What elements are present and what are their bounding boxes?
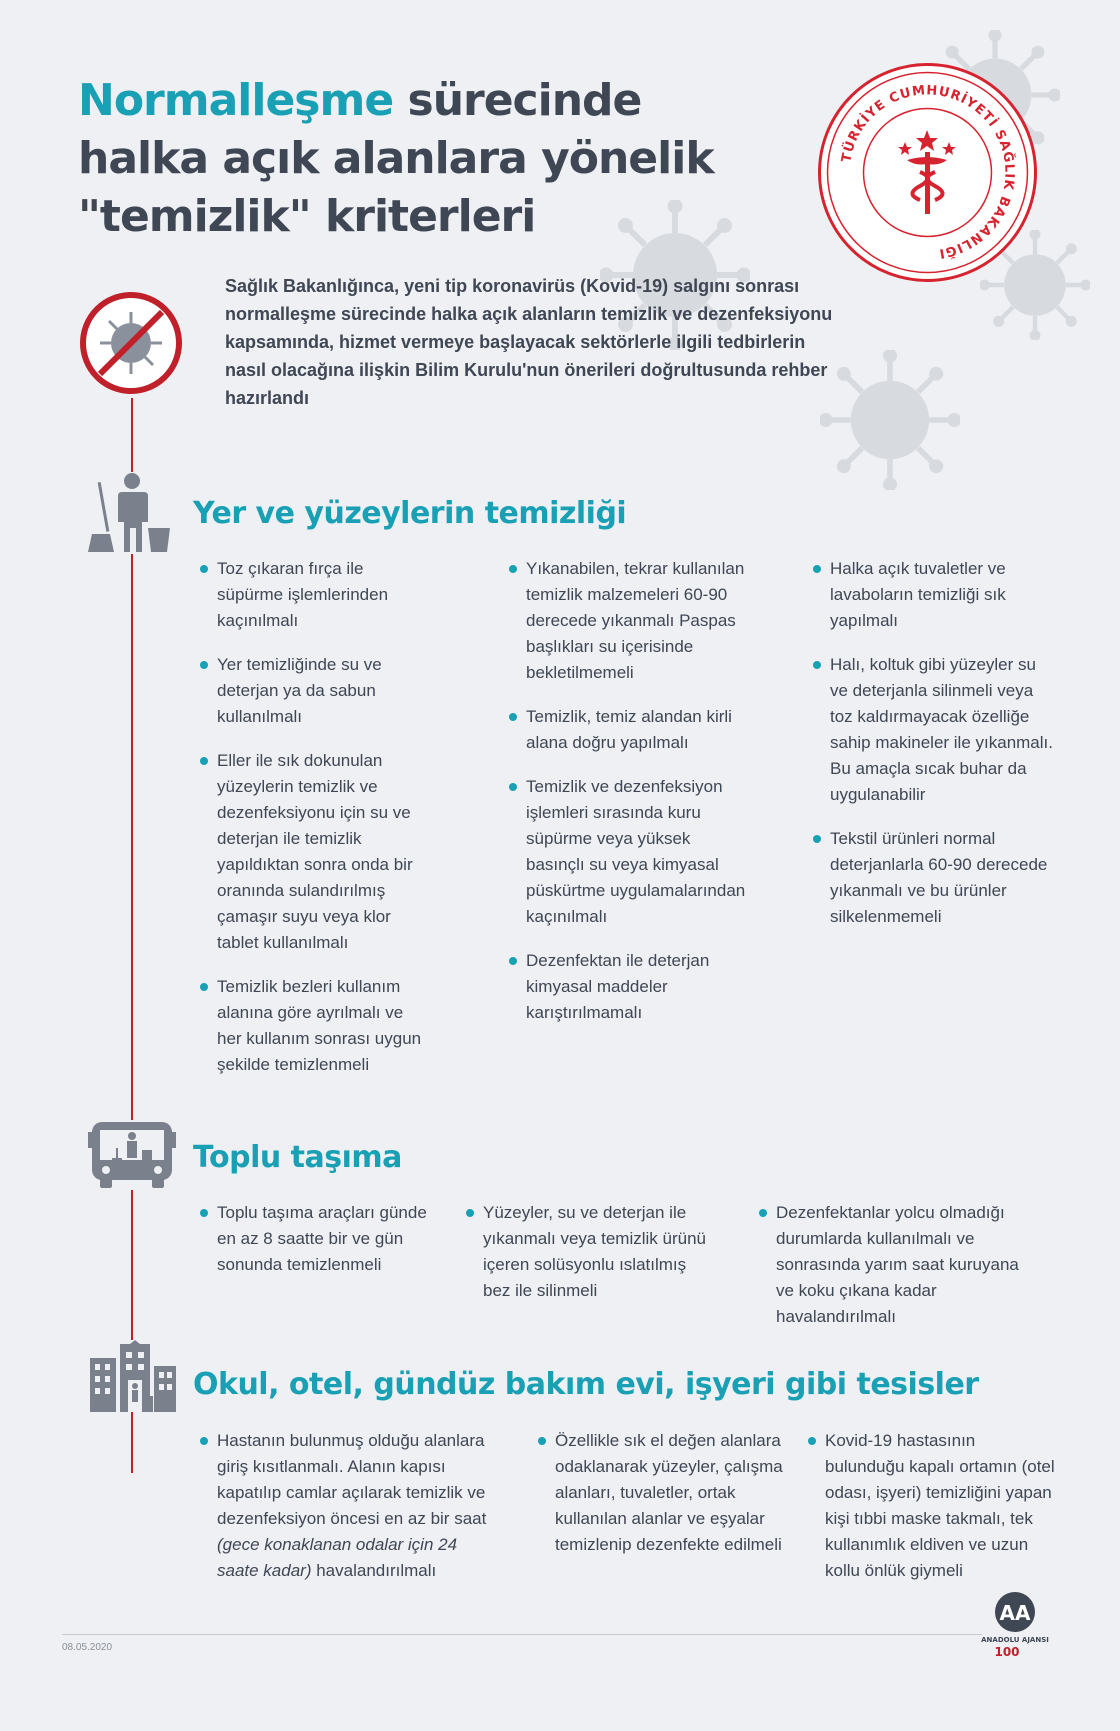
publish-date: 08.05.2020 (62, 1642, 113, 1653)
section-title-transport: Toplu taşıma (193, 1140, 402, 1175)
list-item: Dezenfektanlar yolcu olmadığı durumlarda kullanılmalı ve sonrasında yarım saat kuruyana ve koku çıkana kadar havalandırılmalı (759, 1200, 1039, 1330)
surfaces-col-3 (813, 556, 1053, 948)
logo-letters: AA (999, 1601, 1031, 1625)
anadolu-agency-logo-icon (975, 1590, 1055, 1670)
list-item: Dezenfektan ile deterjan kimyasal maddeler karıştırılmamalı (509, 948, 749, 1026)
title-line3: "temizlik" kriterleri (78, 191, 536, 242)
list-item: Eller ile sık dokunulan yüzeylerin temizlik ve dezenfeksiyonu için su ve deterjan ile temizlik yapıldıktan sonra onda bir oranında sulandırılmış çamaşır suyu veya klor tablet kullanılmalı (200, 748, 430, 956)
section-title-surfaces: Yer ve yüzeylerin temizliği (193, 496, 627, 531)
list-item: Halka açık tuvaletler ve lavaboların temizliği sık yapılmalı (813, 556, 1053, 634)
list-item: Tekstil ürünleri normal deterjanlarla 60-90 derecede yıkanmalı ve bu ürünler silkelenmemeli (813, 826, 1053, 930)
list-item: Temizlik, temiz alandan kirli alana doğru yapılmalı (509, 704, 749, 756)
facilities-col-1 (200, 1428, 490, 1602)
list-item: Yüzeyler, su ve deterjan ile yıkanmalı veya temizlik ürünü içeren solüsyonlu ıslatılmış bez ile silinmeli (466, 1200, 716, 1304)
buildings-icon (88, 1340, 176, 1412)
title-line2: halka açık alanlara yönelik (78, 133, 714, 184)
ministry-seal-icon (815, 60, 1040, 285)
surfaces-col-1 (200, 556, 430, 1096)
seal-text: TÜRKİYE CUMHURİYETİ SAĞLIK BAKANLIĞI (839, 83, 1017, 261)
title-line1: sürecinde (393, 75, 642, 126)
list-item: Özellikle sık el değen alanlara odaklanarak yüzeyler, çalışma alanları, tuvaletler, ortak kullanılan alanlar ve eşyalar temizlenip dezenfekte edilmeli (538, 1428, 783, 1558)
facilities-item-1-tail: havalandırılmalı (311, 1561, 437, 1580)
bus-icon (88, 1120, 176, 1190)
page-title (78, 72, 778, 246)
facilities-col-3 (808, 1428, 1058, 1602)
list-item: Temizlik ve dezenfeksiyon işlemleri sırasında kuru süpürme veya yüksek basınçlı su veya kimyasal püskürtme uygulamalarından kaçınılmalı (509, 774, 749, 930)
intro-text: Sağlık Bakanlığınca, yeni tip koronavirüs (Kovid-19) salgını sonrası normalleşme sürecinde halka açık alanların temizlik ve dezenfeksiyonu kapsamında, hizmet vermeye başlayacak sektörlerle ilgili tedbirlerin nasıl olacağına ilişkin Bilim Kurulu'nun önerileri doğrultusunda rehber hazırlandı (225, 276, 833, 408)
list-item: Kovid-19 hastasının bulunduğu kapalı ortamın (otel odası, işyeri) temizliğini yapan kişi tıbbi maske takmalı, tek kullanımlık eldiven ve uzun kollu önlük giymeli (808, 1428, 1058, 1584)
list-item (200, 1428, 490, 1584)
logo-name: ANADOLU AJANSI (981, 1636, 1049, 1644)
section-title-facilities: Okul, otel, gündüz bakım evi, işyeri gibi tesisler (193, 1367, 979, 1402)
list-item: Yer temizliğinde su ve deterjan ya da sabun kullanılmalı (200, 652, 430, 730)
surfaces-col-2 (509, 556, 749, 1044)
cleaner-icon (88, 472, 176, 554)
transport-col-2 (466, 1200, 716, 1322)
title-accent: Normalleşme (78, 75, 394, 126)
list-item: Temizlik bezleri kullanım alanına göre ayrılmalı ve her kullanım sonrası uygun şekilde temizlenmeli (200, 974, 430, 1078)
footer-divider (62, 1634, 982, 1635)
list-item: Toplu taşıma araçları günde en az 8 saatte bir ve gün sonunda temizlenmeli (200, 1200, 430, 1278)
facilities-col-2 (538, 1428, 783, 1576)
list-item: Yıkanabilen, tekrar kullanılan temizlik malzemeleri 60-90 derecede yıkanmalı Paspas başlıkları su içerisinde bekletilmemeli (509, 556, 749, 686)
logo-anniversary: 100 (994, 1645, 1020, 1659)
transport-col-1 (200, 1200, 430, 1296)
transport-col-3 (759, 1200, 1039, 1348)
timeline-line (131, 398, 133, 1473)
no-virus-icon (78, 290, 184, 396)
list-item: Halı, koltuk gibi yüzeyler su ve deterjanla silinmeli veya toz kaldırmayacak özelliğe sahip makineler ile yıkanmalı. Bu amaçla sıcak buhar da uygulanabilir (813, 652, 1053, 808)
list-item: Toz çıkaran fırça ile süpürme işlemlerinden kaçınılmalı (200, 556, 430, 634)
facilities-item-1-note: (gece konaklanan odalar için 24 saate kadar) (217, 1535, 458, 1580)
facilities-item-1-text: Hastanın bulunmuş olduğu alanlara giriş kısıtlanmalı. Alanın kapısı kapatılıp camlar açılarak temizlik ve dezenfeksiyon öncesi en az bir saat (217, 1431, 487, 1528)
